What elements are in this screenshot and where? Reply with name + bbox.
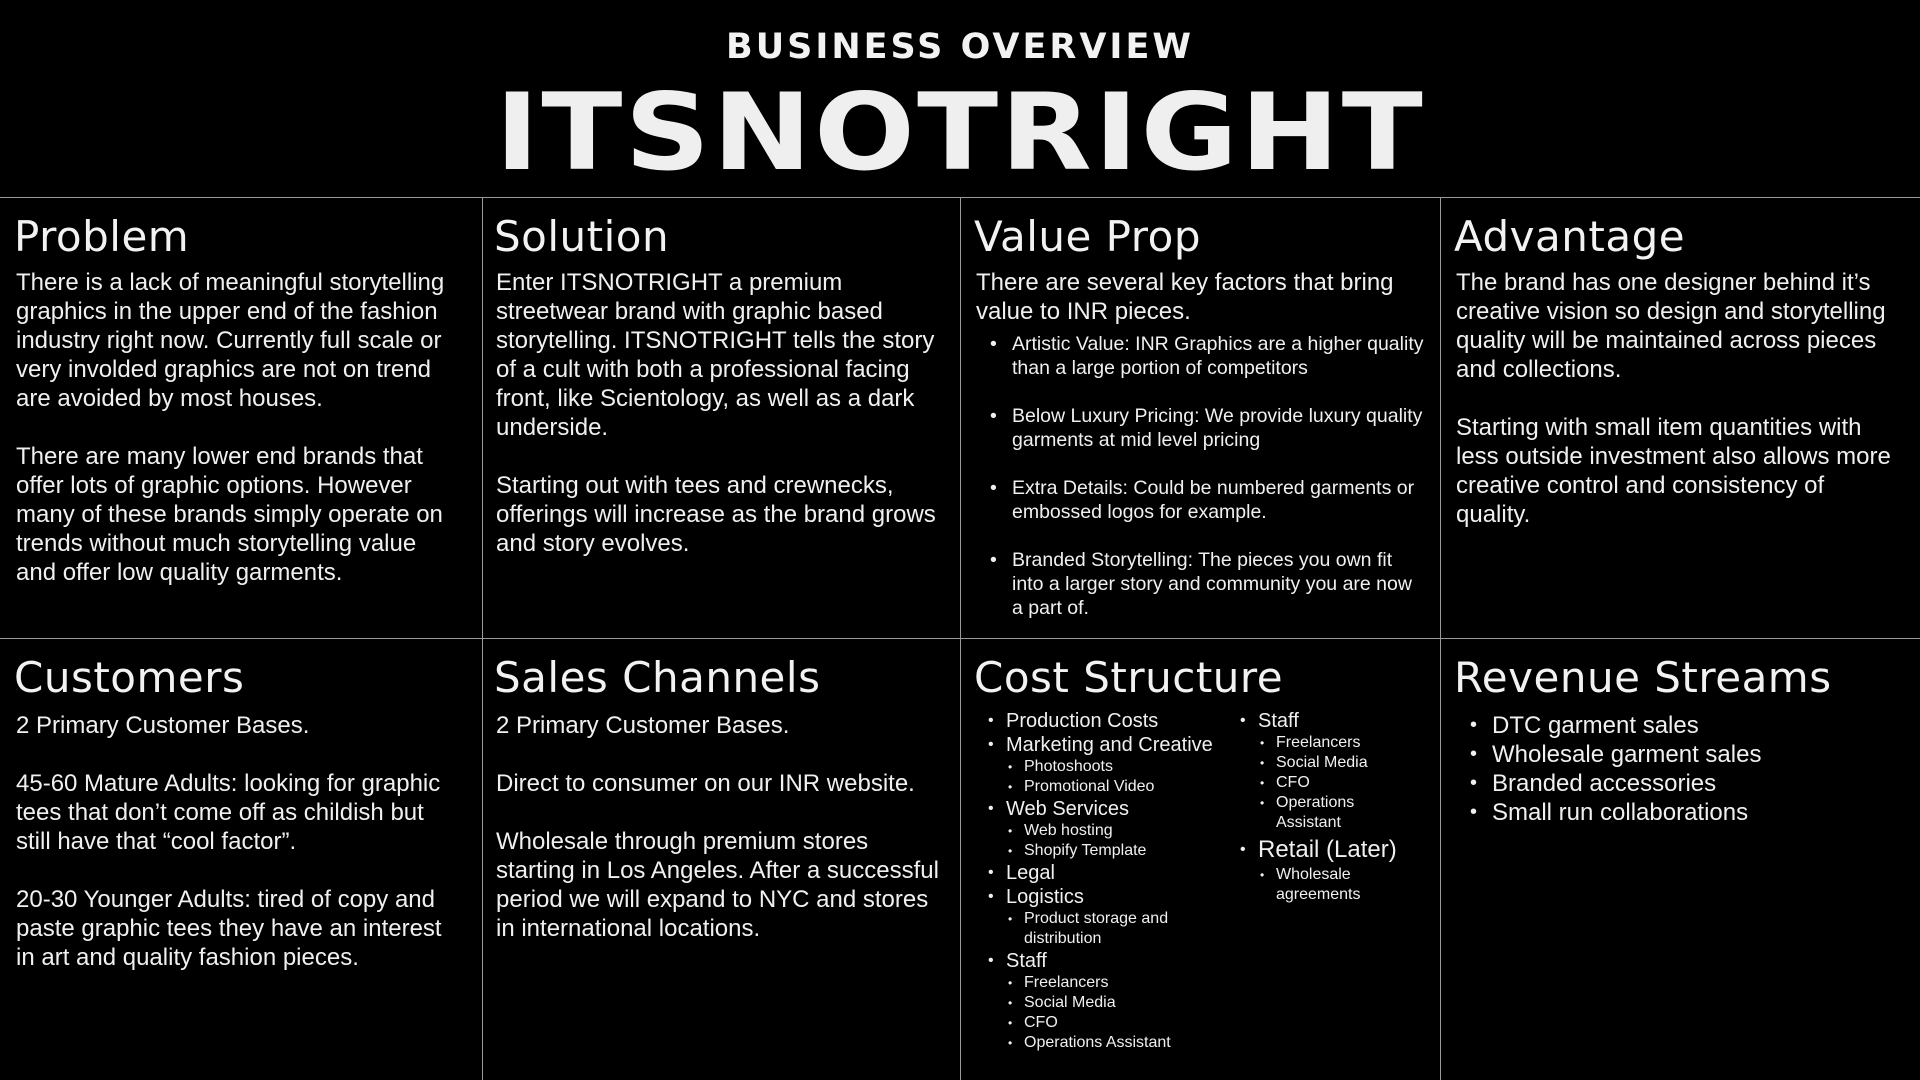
sales-channels-paragraph-3: Wholesale through premium stores starting in Los Angeles. After a successful period we will expand to NYC and stores in international locations.	[496, 828, 939, 942]
value-prop-item: • Artistic Value: INR Graphics are a higher quality than a large portion of competitors	[1012, 332, 1424, 380]
advantage-paragraph-1: The brand has one designer behind it’s creative vision so design and storytelling quality will be maintained across pieces and collections.	[1456, 269, 1886, 383]
cost-item: • Legal	[988, 861, 1228, 885]
cost-item: • Marketing and Creative	[988, 733, 1228, 757]
value-prop-list	[976, 332, 1424, 620]
customers-title: Customers	[14, 653, 245, 702]
solution-paragraph-2: Starting out with tees and crewnecks, offerings will increase as the brand grows and story evolves.	[496, 472, 936, 557]
cost-column-2	[1240, 709, 1410, 905]
solution-cell	[494, 212, 944, 558]
grid-vline-1	[482, 197, 483, 1080]
cost-subitem: • Social Media	[1240, 753, 1410, 773]
advantage-paragraph-2: Starting with small item quantities with less outside investment also allows more creative control and consistency of quality.	[1456, 414, 1891, 528]
value-prop-item: • Branded Storytelling: The pieces you own fit into a larger story and community you are now a part of.	[1012, 548, 1424, 620]
customers-cell	[14, 653, 454, 972]
problem-cell	[14, 212, 454, 587]
revenue-stream-item: • Wholesale garment sales	[1492, 740, 1904, 769]
customers-paragraph-3: 20-30 Younger Adults: tired of copy and paste graphic tees they have an interest in art and quality fashion pieces.	[16, 886, 442, 971]
grid-vline-2	[960, 197, 961, 1080]
cost-subitem: • Promotional Video	[988, 777, 1228, 797]
customers-paragraph-2: 45-60 Mature Adults: looking for graphic tees that don’t come off as childish but still have that “cool factor”.	[16, 770, 441, 855]
cost-item: • Web Services	[988, 797, 1228, 821]
problem-paragraph-1: There is a lack of meaningful storytelling graphics in the upper end of the fashion industry right now. Currently full scale or very involded graphics are not on trend are avoided by most houses.	[16, 269, 445, 412]
revenue-streams-title: Revenue Streams	[1454, 653, 1832, 702]
cost-structure-title: Cost Structure	[974, 653, 1284, 702]
header	[0, 0, 1920, 197]
cost-subitem: • Web hosting	[988, 821, 1228, 841]
grid-vline-3	[1440, 197, 1441, 1080]
cost-column-1	[988, 709, 1228, 1053]
problem-title: Problem	[14, 212, 190, 261]
customers-paragraph-1: 2 Primary Customer Bases.	[16, 712, 310, 739]
advantage-title: Advantage	[1454, 212, 1686, 261]
cost-subitem: • Product storage and distribution	[988, 909, 1194, 949]
value-prop-item: • Below Luxury Pricing: We provide luxury quality garments at mid level pricing	[1012, 404, 1424, 452]
value-prop-title: Value Prop	[974, 212, 1201, 261]
cost-structure-cell	[974, 653, 1434, 1073]
header-subtitle: BUSINESS OVERVIEW	[726, 27, 1194, 67]
cost-item: • Staff	[1240, 709, 1410, 733]
brand-title: ITSNOTRIGHT	[495, 71, 1425, 194]
sales-channels-title: Sales Channels	[494, 653, 821, 702]
value-prop-intro: There are several key factors that bring value to INR pieces.	[976, 269, 1394, 325]
cost-subitem: • Social Media	[988, 993, 1228, 1013]
sales-channels-paragraph-1: 2 Primary Customer Bases.	[496, 712, 790, 739]
cost-subitem: • CFO	[1240, 773, 1410, 793]
value-prop-cell	[974, 212, 1424, 644]
cost-subitem: • Wholesale agreements	[1240, 865, 1376, 905]
problem-paragraph-2: There are many lower end brands that offer lots of graphic options. However many of these brands simply operate on trends without much storytelling value and offer low quality garments.	[16, 443, 443, 586]
revenue-stream-item: • Branded accessories	[1492, 769, 1904, 798]
cost-item: • Production Costs	[988, 709, 1228, 733]
revenue-stream-item: • DTC garment sales	[1492, 711, 1904, 740]
cost-item: • Logistics	[988, 885, 1228, 909]
advantage-cell	[1454, 212, 1904, 529]
cost-subitem: • Shopify Template	[988, 841, 1228, 861]
cost-subitem: • Freelancers	[988, 973, 1228, 993]
cost-subitem: • Operations Assistant	[1240, 793, 1376, 833]
value-prop-item: • Extra Details: Could be numbered garments or embossed logos for example.	[1012, 476, 1424, 524]
cost-subitem: • Freelancers	[1240, 733, 1410, 753]
cost-item: • Staff	[988, 949, 1228, 973]
solution-title: Solution	[494, 212, 670, 261]
cost-subitem: • CFO	[988, 1013, 1228, 1033]
solution-paragraph-1: Enter ITSNOTRIGHT a premium streetwear brand with graphic based storytelling. ITSNOTRIGHT tells the story of a cult with both a professional facing front, like Scientology, as well as a dark underside.	[496, 269, 935, 441]
cost-item: • Retail (Later)	[1240, 835, 1410, 865]
sales-channels-paragraph-2: Direct to consumer on our INR website.	[496, 770, 915, 797]
revenue-streams-list	[1454, 711, 1904, 827]
sales-channels-cell	[494, 653, 944, 943]
revenue-streams-cell	[1454, 653, 1904, 827]
revenue-stream-item: • Small run collaborations	[1492, 798, 1904, 827]
cost-subitem: • Operations Assistant	[988, 1033, 1228, 1053]
cost-subitem: • Photoshoots	[988, 757, 1228, 777]
